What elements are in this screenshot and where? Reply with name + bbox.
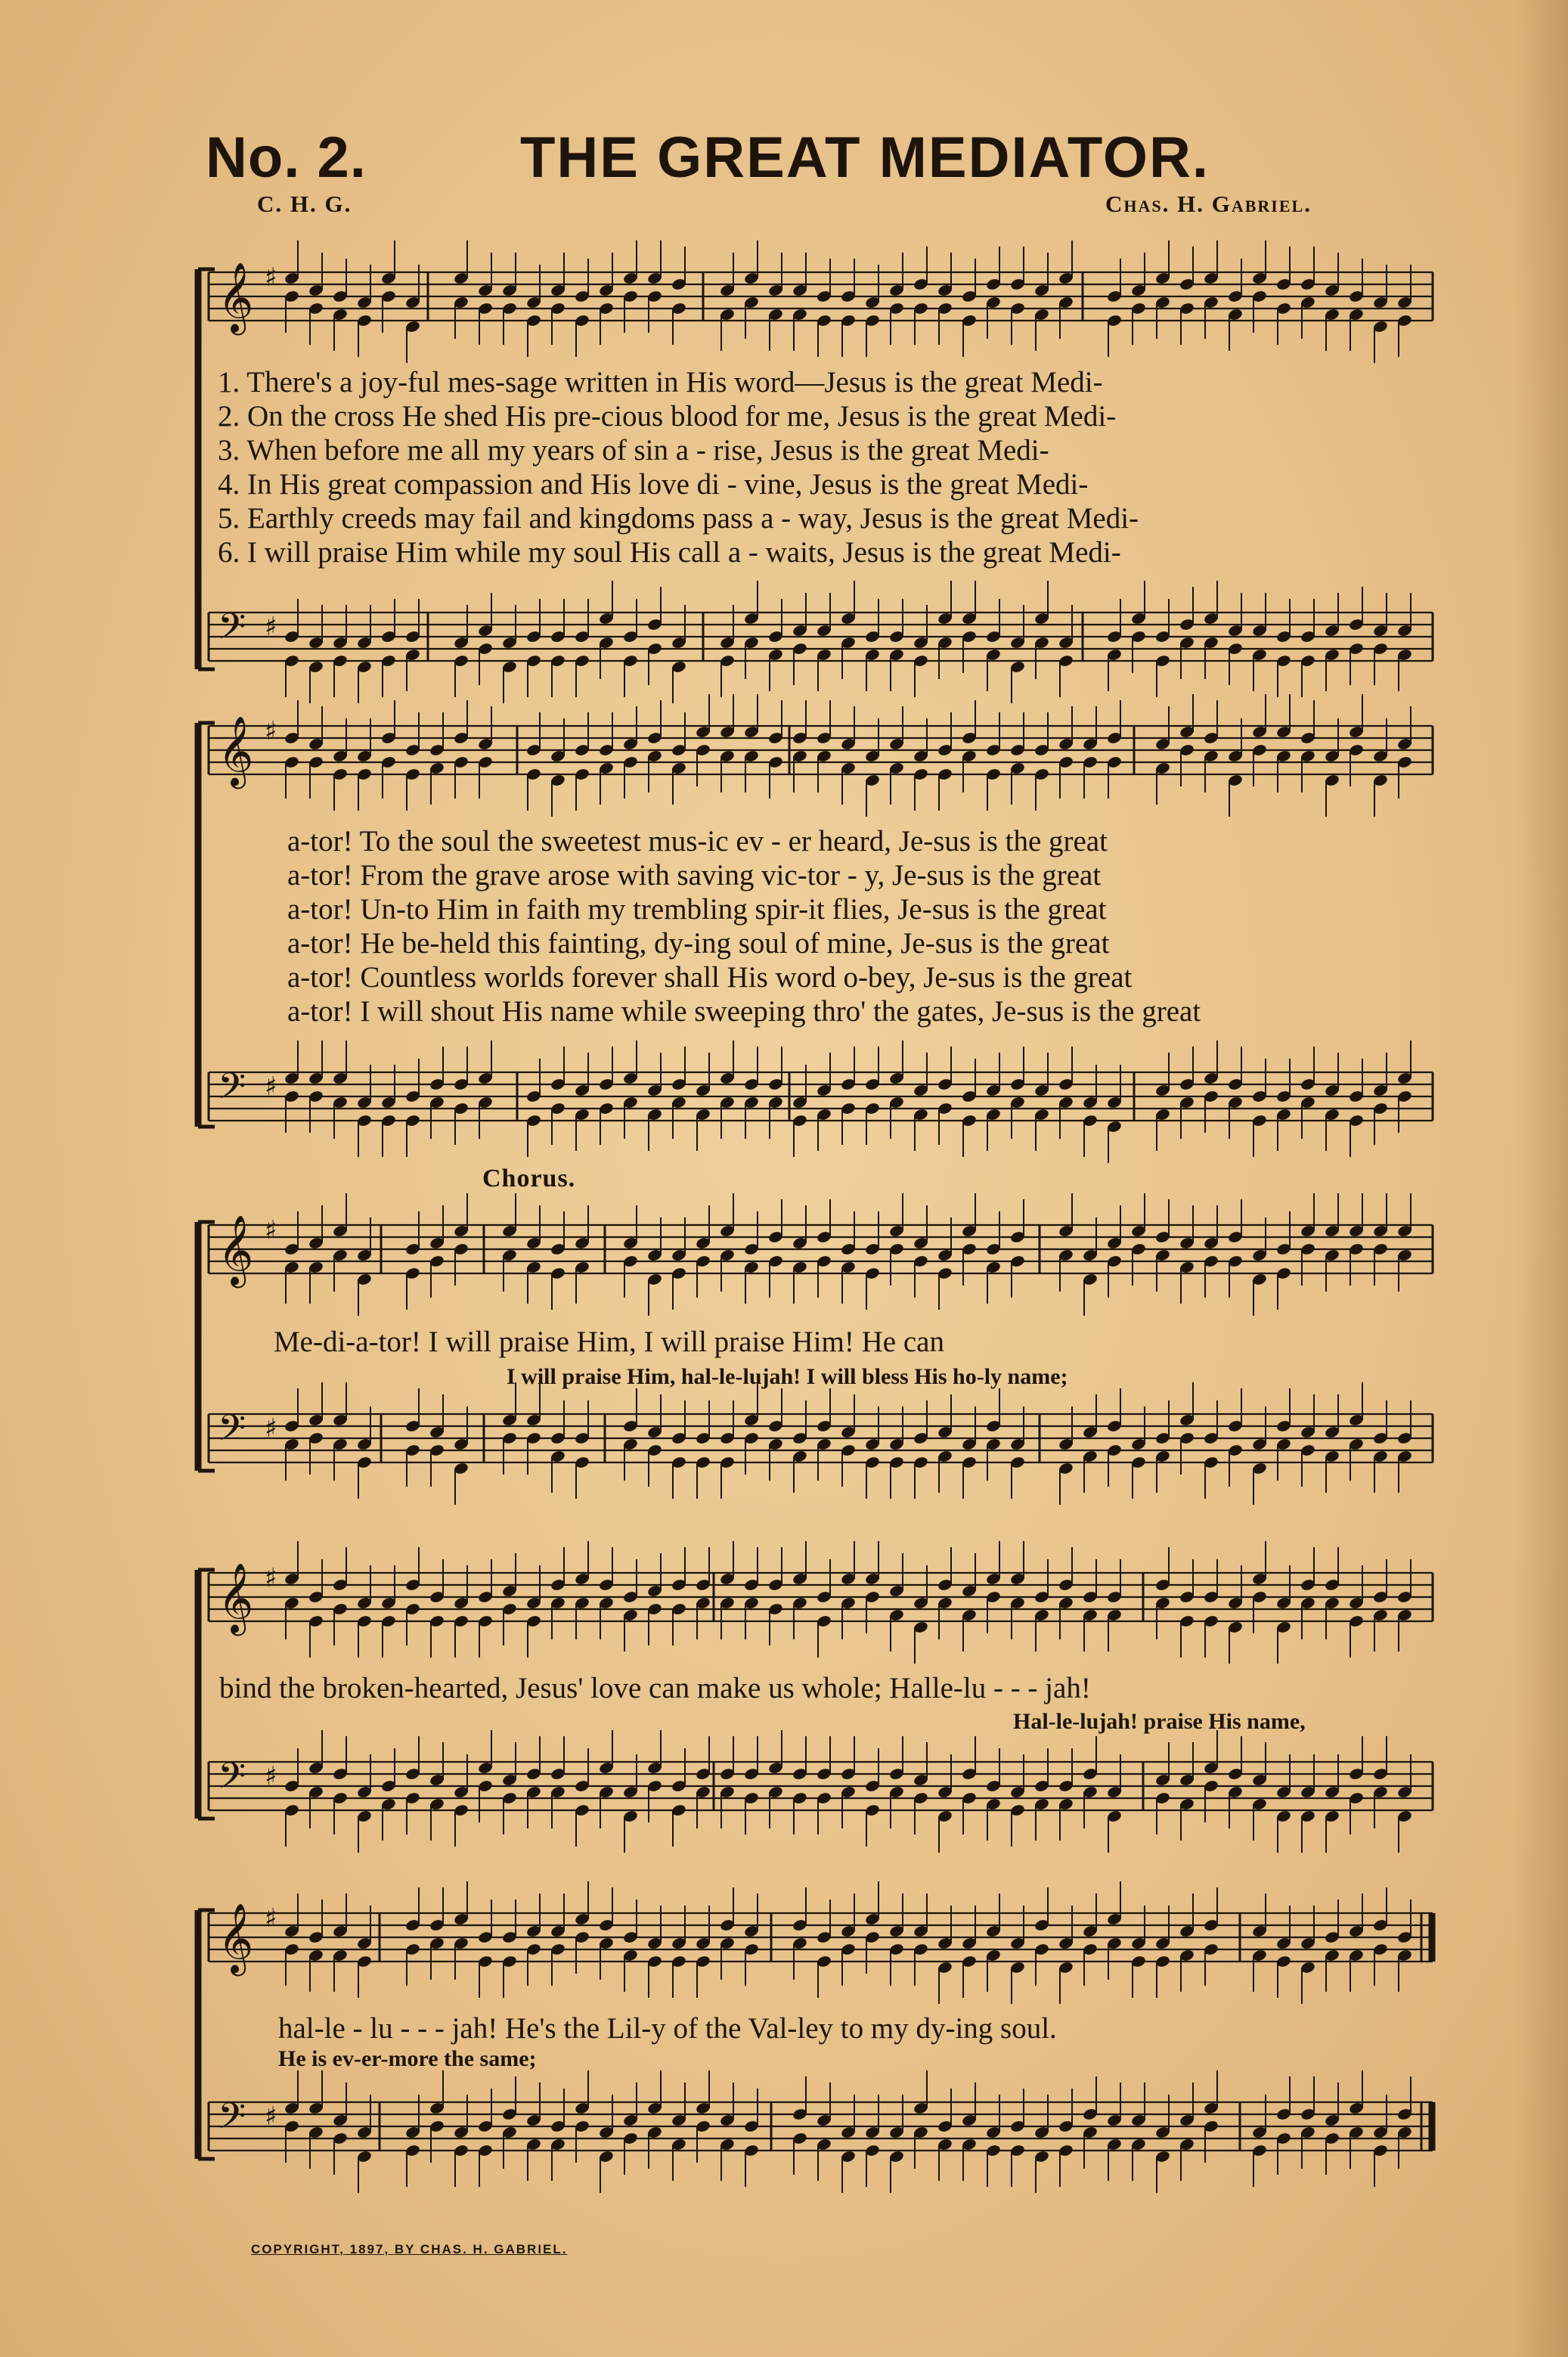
chorus-label: Chorus. [482, 1165, 576, 1192]
verse-1-line-2: a-tor! To the soul the sweetest mus-ic ev - er heard, Je-sus is the great [287, 825, 1108, 858]
treble-clef: 𝄞 [218, 715, 254, 786]
treble-clef: 𝄞 [218, 1214, 254, 1285]
verse-3-line-2: a-tor! Un-to Him in faith my trembling spir-it flies, Je-sus is the great [287, 893, 1107, 926]
verse-2-line-2: a-tor! From the grave arose with saving vic-tor - y, Je-sus is the great [287, 859, 1102, 892]
sharp-sign: ♯ [265, 1903, 277, 1934]
sharp-sign: ♯ [265, 1761, 277, 1791]
sharp-sign: ♯ [265, 2101, 277, 2132]
verse-3-line-1: 3. When before me all my years of sin a - rise, Jesus is the great Medi- [218, 434, 1049, 467]
sharp-sign: ♯ [265, 1563, 277, 1593]
sharp-sign: ♯ [265, 716, 277, 746]
bass-clef: 𝄢 [218, 1754, 246, 1806]
sharp-sign: ♯ [265, 1413, 277, 1444]
chorus-line-1: Me-di-a-tor! I will praise Him, I will praise Him! He can [274, 1326, 944, 1358]
bass-clef: 𝄢 [218, 1406, 246, 1458]
sharp-sign: ♯ [265, 1072, 277, 1102]
treble-clef: 𝄞 [218, 1903, 254, 1973]
verse-6-line-2: a-tor! I will shout His name while sweeping thro' the gates, Je-sus is the great [287, 995, 1201, 1028]
hymn-title: THE GREAT MEDIATOR. [520, 126, 1210, 190]
copyright-notice: COPYRIGHT, 1897, BY CHAS. H. GABRIEL. [251, 2242, 568, 2256]
words-credit: C. H. G. [257, 191, 352, 217]
bass-clef: 𝄢 [218, 605, 246, 656]
music-credit: Chas. H. Gabriel. [1105, 191, 1312, 217]
sharp-sign: ♯ [265, 1215, 277, 1245]
bass-clef: 𝄢 [218, 2095, 246, 2146]
verse-1-line-1: 1. There's a joy-ful mes-sage written in His word—Jesus is the great Medi- [218, 366, 1103, 399]
treble-clef: 𝄞 [218, 262, 254, 332]
verse-6-line-1: 6. I will praise Him while my soul His call a - waits, Jesus is the great Medi- [218, 536, 1121, 569]
chorus-line-3-bass: He is ev-er-more the same; [278, 2046, 537, 2071]
verse-4-line-2: a-tor! He be-held this fainting, dy-ing soul of mine, Je-sus is the great [287, 927, 1110, 960]
hymn-number: No. 2. [206, 126, 367, 190]
chorus-line-2: bind the broken-hearted, Jesus' love can make us whole; Halle-lu - - - jah! [219, 1672, 1091, 1704]
chorus-line-3: hal-le - lu - - - jah! He's the Lil-y of the Val-ley to my dy-ing soul. [278, 2012, 1057, 2045]
chorus-line-1-bass: I will praise Him, hal-le-lujah! I will bless His ho-ly name; [507, 1364, 1068, 1389]
bass-clef: 𝄢 [218, 1065, 246, 1116]
verse-4-line-1: 4. In His great compassion and His love di - vine, Jesus is the great Medi- [218, 468, 1089, 501]
chorus-line-2-bass: Hal-le-lujah! praise His name, [1013, 1709, 1306, 1734]
sharp-sign: ♯ [265, 262, 277, 293]
verse-5-line-2: a-tor! Countless worlds forever shall His word o-bey, Je-sus is the great [287, 961, 1133, 994]
sharp-sign: ♯ [265, 612, 277, 642]
verse-5-line-1: 5. Earthly creeds may fail and kingdoms pass a - way, Jesus is the great Medi- [218, 502, 1139, 535]
verse-2-line-1: 2. On the cross He shed His pre-cious blood for me, Jesus is the great Medi- [218, 400, 1117, 433]
treble-clef: 𝄞 [218, 1562, 254, 1633]
